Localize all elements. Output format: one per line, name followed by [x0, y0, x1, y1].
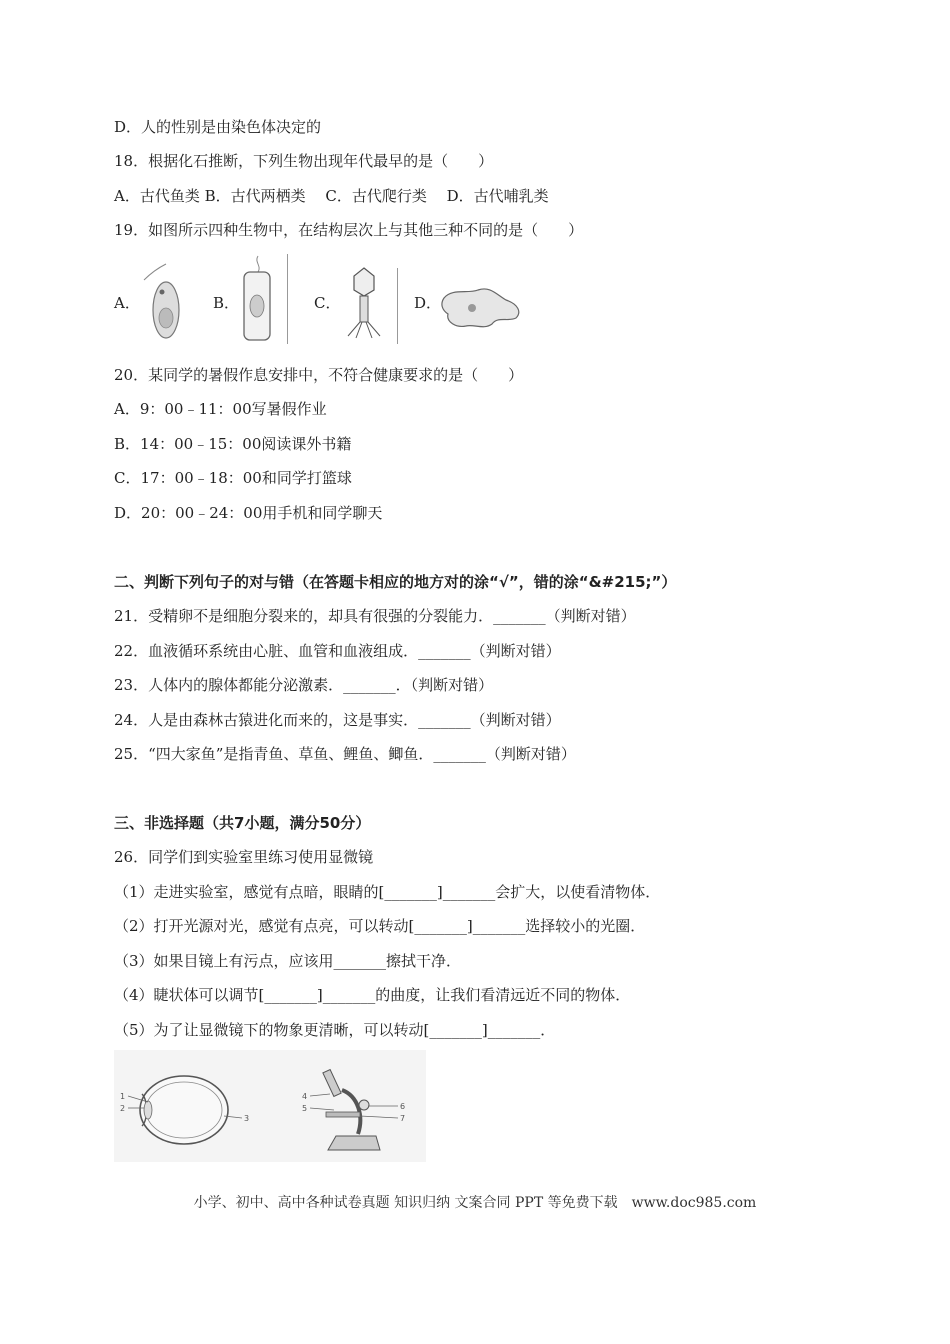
question-20-option-d: D．20：00﹣24：00用手机和同学聊天	[114, 504, 383, 522]
section-2-heading: 二、判断下列句子的对与错（在答题卡相应的地方对的涂“√”，错的涂“&#215;”）	[114, 573, 677, 591]
q19-option-b-label: B．	[213, 294, 240, 312]
question-17-option-d: D．人的性别是由染色体决定的	[114, 118, 322, 136]
question-26-part-3: （3）如果目镜上有污点，应该用_______擦拭干净．	[114, 952, 462, 970]
microscope-label-6: 6	[400, 1102, 406, 1111]
question-21: 21．受精卵不是细胞分裂来的，却具有很强的分裂能力．_______（判断对错）	[114, 607, 636, 625]
plant-cell-image	[236, 254, 276, 346]
bacteriophage-image	[340, 264, 388, 342]
divider-bc	[287, 254, 288, 344]
q19-option-d-label: D．	[414, 294, 442, 312]
divider-cd	[397, 268, 398, 344]
eye-microscope-figure	[114, 1050, 426, 1162]
page-footer: 小学、初中、高中各种试卷真题 知识归纳 文案合同 PPT 等免费下载 www.doc985.com	[193, 1195, 757, 1211]
question-24: 24．人是由森林古猿进化而来的，这是事实．_______（判断对错）	[114, 711, 561, 729]
euglena-image	[136, 258, 194, 344]
question-26: 26．同学们到实验室里练习使用显微镜	[114, 848, 374, 866]
question-26-part-4: （4）睫状体可以调节[_______]_______的曲度，让我们看清远近不同的物体．	[114, 986, 631, 1004]
eye-label-2: 2	[120, 1104, 126, 1113]
question-20-option-b: B．14：00﹣15：00阅读课外书籍	[114, 435, 352, 453]
question-26-part-5: （5）为了让显微镜下的物象更清晰，可以转动[_______]_______．	[114, 1021, 556, 1039]
question-19: 19．如图所示四种生物中，在结构层次上与其他三种不同的是（ ）	[114, 221, 584, 239]
microscope-label-7: 7	[400, 1114, 406, 1123]
question-23: 23．人体内的腺体都能分泌激素．_______．（判断对错）	[114, 676, 494, 694]
question-26-part-1: （1）走进实验室，感觉有点暗，眼睛的[_______]_______会扩大，以使看清物体．	[114, 883, 661, 901]
q19-option-c-label: C．	[314, 294, 341, 312]
question-26-part-2: （2）打开光源对光，感觉有点亮，可以转动[_______]_______选择较小的光圈．	[114, 917, 646, 935]
question-20-option-a: A．9：00﹣11：00写暑假作业	[114, 400, 327, 418]
question-18-options: A．古代鱼类 B．古代两栖类 C．古代爬行类 D．古代哺乳类	[114, 187, 549, 205]
question-20: 20．某同学的暑假作息安排中，不符合健康要求的是（ ）	[114, 366, 524, 384]
question-20-option-c: C．17：00﹣18：00和同学打篮球	[114, 469, 352, 487]
eye-label-1: 1	[120, 1092, 126, 1101]
microscope-label-5: 5	[302, 1104, 308, 1113]
microscope-label-4: 4	[302, 1092, 308, 1101]
section-3-heading: 三、非选择题（共7小题，满分50分）	[114, 814, 371, 832]
question-25: 25．“四大家鱼”是指青鱼、草鱼、鲤鱼、鲫鱼．_______（判断对错）	[114, 745, 576, 763]
question-18: 18．根据化石推断，下列生物出现年代最早的是（ ）	[114, 152, 494, 170]
q19-option-a-label: A．	[114, 294, 140, 312]
eye-label-3: 3	[244, 1114, 250, 1123]
amoeba-image	[438, 284, 524, 332]
question-22: 22．血液循环系统由心脏、血管和血液组成．_______（判断对错）	[114, 642, 561, 660]
